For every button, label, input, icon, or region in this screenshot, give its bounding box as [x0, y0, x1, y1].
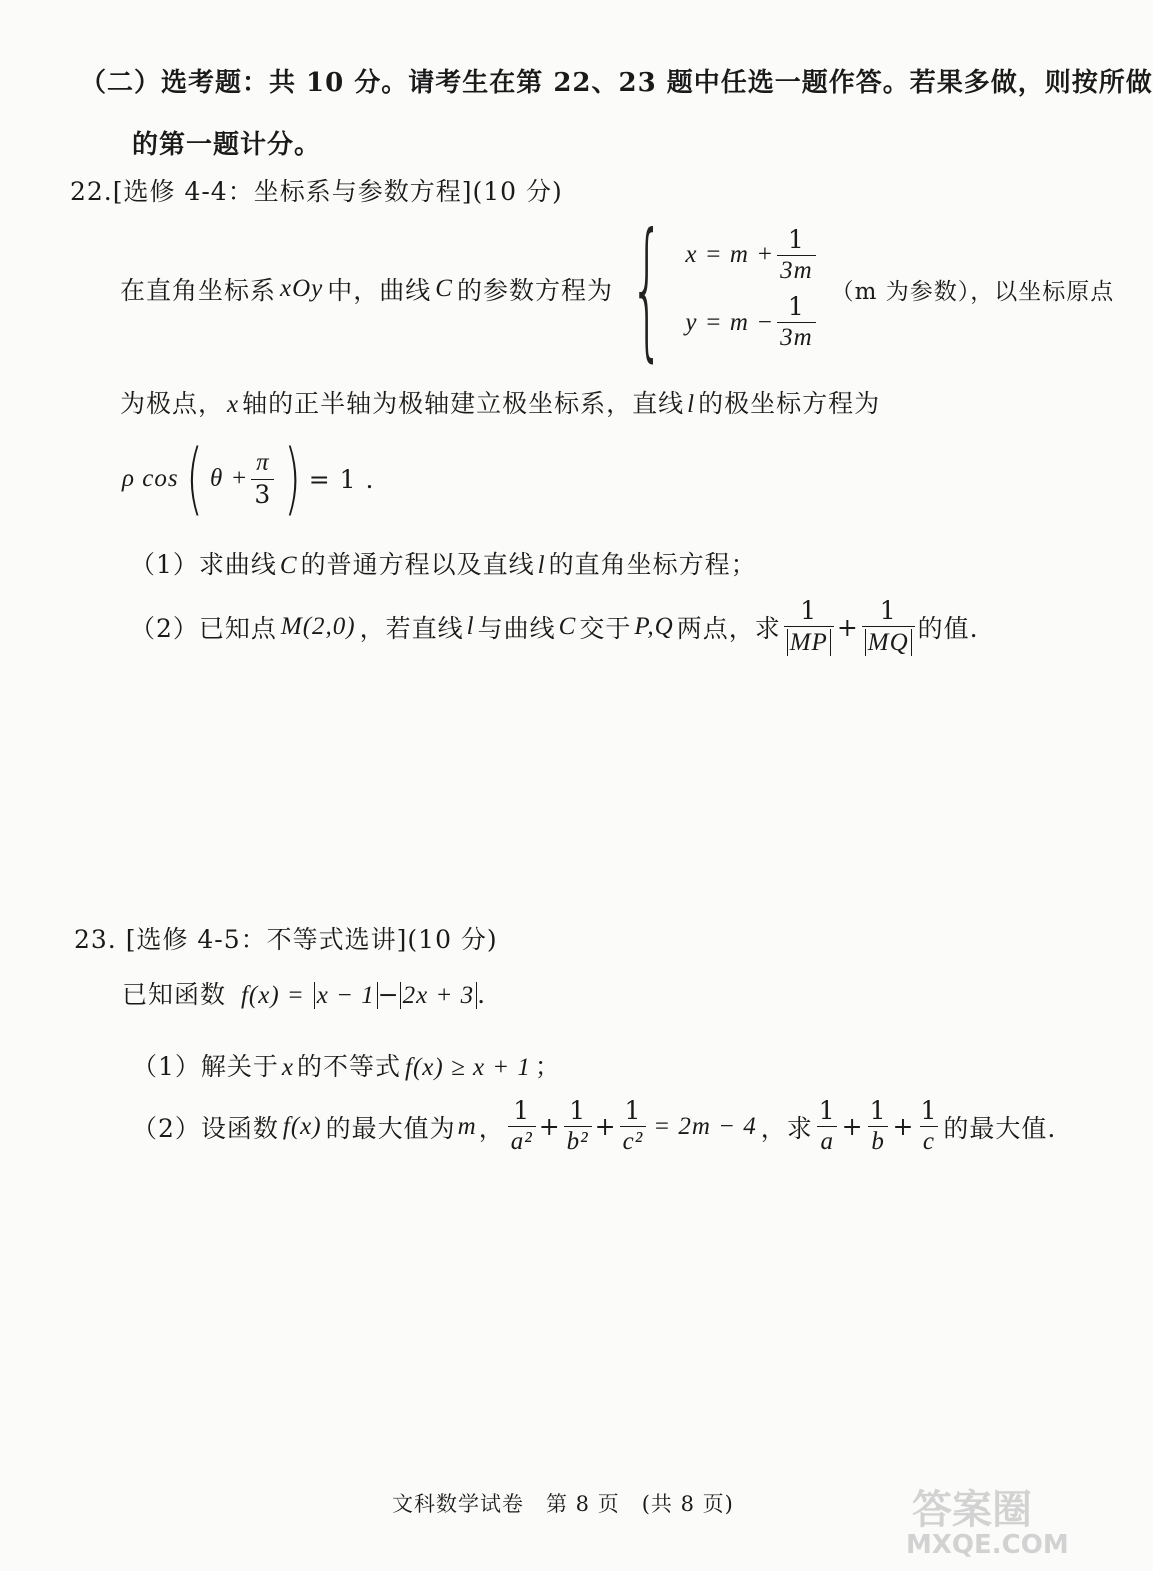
plus-sign: +: [594, 1112, 617, 1142]
fraction: [777, 224, 816, 285]
q22-part2: [130, 598, 979, 657]
fraction-1-MP: [784, 598, 834, 657]
watermark-logo: 答案圈: [912, 1487, 1032, 1533]
var-C: C: [435, 275, 453, 302]
function-f: f(x): [282, 1112, 322, 1140]
eq-lhs: x = m +: [685, 241, 775, 269]
watermark-url: MXQE.COM: [906, 1530, 1069, 1560]
text: 轴的正半轴为极轴建立极坐标系，直线: [242, 389, 685, 418]
fraction-num: 1: [818, 1096, 836, 1125]
fraction-den: a: [817, 1126, 837, 1155]
text: 已知函数: [122, 980, 227, 1009]
text: 两点，求: [676, 614, 781, 644]
fraction-den: 3m: [777, 255, 816, 284]
polar-equation: [122, 434, 375, 524]
text: 交于: [579, 614, 632, 644]
theta-plus: θ +: [210, 465, 249, 492]
q22-header: 22.[选修 4-4：坐标系与参数方程](10 分): [70, 177, 563, 206]
var-l: l: [687, 391, 696, 418]
fraction-num: 1: [879, 596, 897, 625]
fraction-1-a2: [508, 1098, 536, 1156]
fraction-1-a: [816, 1098, 839, 1156]
fraction-num: 1: [787, 292, 805, 321]
fraction-pi-3: [251, 450, 274, 508]
fraction-den: 3: [251, 479, 274, 508]
q23-part1: [132, 1047, 561, 1083]
equation-rhs: = 2m − 4: [653, 1112, 757, 1140]
abs-x-minus-1: x − 1: [314, 982, 378, 1009]
var-l: l: [537, 552, 546, 579]
text: ，若直线: [359, 614, 464, 644]
parametric-system: [613, 202, 819, 376]
fraction-den: c²: [620, 1126, 647, 1155]
q22-line2: [120, 384, 880, 420]
text: 的最大值.: [943, 1113, 1057, 1143]
text: （1）解关于: [132, 1052, 279, 1081]
fraction-num: 1: [513, 1096, 531, 1125]
point-M: M(2,0): [280, 613, 356, 641]
page-footer: 文科数学试卷 第 8 页 (共 8 页): [392, 1492, 734, 1516]
text: 的最大值为: [325, 1113, 456, 1143]
abs-MP: MP: [787, 629, 831, 656]
q23-part2: [132, 1098, 1056, 1156]
fraction-1-c: [917, 1098, 940, 1156]
text: 为极点，: [120, 389, 225, 418]
var-l: l: [466, 613, 475, 641]
text: 的直角坐标方程；: [548, 550, 757, 579]
text: 与曲线: [477, 614, 556, 644]
text: ，: [478, 1113, 505, 1143]
eq-lhs: y = m −: [685, 308, 775, 336]
abs-MQ: MQ: [865, 629, 912, 656]
var-xOy: xOy: [280, 275, 324, 302]
text: 的值.: [917, 614, 979, 644]
fraction-1-c2: [620, 1098, 647, 1156]
var-m: m: [457, 1112, 477, 1140]
text: 的极坐标方程为: [698, 389, 881, 418]
var-C: C: [558, 613, 577, 641]
var-x: x: [227, 391, 240, 418]
inequality: f(x) ≥ x + 1: [405, 1054, 531, 1081]
brace-icon: {: [630, 202, 665, 376]
fraction-den: c: [920, 1126, 938, 1155]
param-note: （m 为参数），以坐标原点: [830, 278, 1115, 305]
fraction-den: b: [868, 1126, 888, 1155]
fraction-den: b²: [564, 1126, 592, 1155]
fraction-num: 1: [624, 1096, 642, 1125]
fraction-den: 3m: [777, 322, 816, 351]
paren-right-icon: ): [284, 434, 302, 524]
q22-intro-text: 中，曲线: [327, 276, 432, 305]
plus-sign: +: [841, 1112, 864, 1142]
polar-rhs: = 1 .: [308, 464, 375, 494]
param-eq-x: [685, 224, 818, 285]
points-PQ: P,Q: [634, 613, 674, 641]
fraction-num: π: [256, 449, 270, 477]
text: ，求: [760, 1113, 813, 1143]
polar-lhs: ρ cos: [122, 465, 179, 492]
q22-intro-text: 的参数方程为: [456, 276, 613, 305]
fraction-num: 1: [569, 1096, 587, 1125]
param-eq-y: [685, 294, 818, 352]
fraction-den: a²: [508, 1126, 536, 1155]
abs-2x-plus-3: 2x + 3: [400, 982, 477, 1009]
fraction-num: 1: [800, 596, 818, 625]
minus-sign: −: [377, 980, 400, 1009]
text: （1）求曲线: [130, 550, 277, 579]
q23-given: [122, 975, 486, 1011]
plus-sign: +: [538, 1112, 561, 1142]
text: 的不等式: [297, 1052, 402, 1081]
text: （2）已知点: [130, 614, 277, 644]
var-x: x: [281, 1054, 295, 1081]
text: .: [477, 980, 487, 1009]
text: 的普通方程以及直线: [300, 550, 535, 579]
paren-left-icon: (: [185, 434, 203, 524]
q22-intro: [120, 202, 1115, 376]
fraction-num: 1: [787, 224, 805, 254]
fraction-1-b: [867, 1098, 890, 1156]
section-title: （二）选考题：共 10 分。请考生在第 22、23 题中任选一题作答。若果多做，则按所做: [80, 68, 1153, 98]
section-title-cont: 的第一题计分。: [132, 130, 322, 160]
plus-sign: +: [836, 612, 859, 642]
q22-part1: [130, 545, 757, 581]
text: （2）设函数: [132, 1113, 279, 1143]
plus-sign: +: [892, 1112, 915, 1142]
function-f: f(x) =: [240, 982, 305, 1009]
fraction-1-MQ: [862, 598, 915, 657]
fraction-num: 1: [869, 1096, 887, 1125]
fraction-num: 1: [920, 1096, 938, 1125]
fraction: [777, 294, 816, 352]
text: ；: [534, 1052, 561, 1081]
var-C: C: [279, 552, 298, 579]
q22-intro-text: 在直角坐标系: [120, 276, 277, 305]
q23-header: 23. [选修 4-5：不等式选讲](10 分): [74, 925, 498, 954]
fraction-1-b2: [564, 1098, 592, 1156]
